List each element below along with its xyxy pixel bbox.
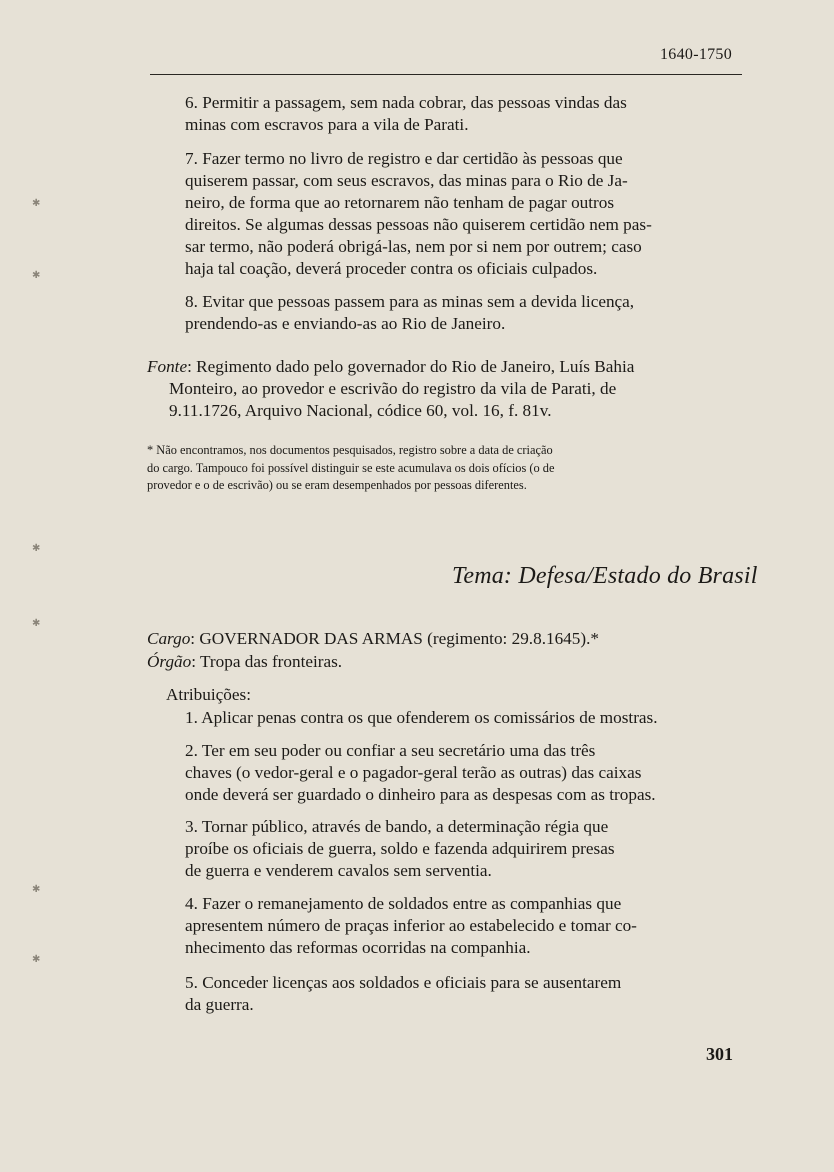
- theme-heading: Tema: Defesa/Estado do Brasil: [452, 563, 758, 589]
- item-number: 4.: [185, 894, 198, 913]
- margin-mark: ✱: [32, 884, 41, 895]
- item-line: de guerra e venderem cavalos sem serventia.: [185, 861, 492, 880]
- list-item: [185, 816, 742, 882]
- attributions-title: Atribuições:: [166, 685, 251, 704]
- source-line: Monteiro, ao provedor e escrivão do registro da vila de Parati, de: [169, 379, 617, 398]
- item-text: Permitir a passagem, sem nada cobrar, das pessoas vindas das: [202, 93, 627, 112]
- cargo-label: Cargo: [147, 629, 191, 648]
- source-line: [147, 356, 742, 378]
- cargo-line: [147, 628, 599, 650]
- item-line: da guerra.: [185, 995, 254, 1014]
- item-text: Fazer termo no livro de registro e dar certidão às pessoas que: [202, 149, 623, 168]
- item-number: 6.: [185, 93, 198, 112]
- item-number: 1.: [185, 708, 198, 727]
- item-number: 7.: [185, 149, 198, 168]
- item-line: neiro, de forma que ao retornarem não tenham de pagar outros: [185, 193, 615, 212]
- list-item: [185, 291, 742, 335]
- item-text: Conceder licenças aos soldados e oficiais para se ausentarem: [202, 973, 622, 992]
- item-line: haja tal coação, deverá proceder contra os oficiais culpados.: [185, 259, 598, 278]
- item-number: 2.: [185, 741, 198, 760]
- orgao-line: [147, 651, 342, 673]
- item-line: onde deverá ser guardado o dinheiro para as despesas com as tropas.: [185, 785, 656, 804]
- item-line: [185, 972, 742, 994]
- source-line: 9.11.1726, Arquivo Nacional, códice 60, vol. 16, f. 81v.: [169, 401, 552, 420]
- item-number: 3.: [185, 817, 198, 836]
- item-text: Ter em seu poder ou confiar a seu secretário uma das três: [201, 741, 596, 760]
- list-item: [185, 707, 742, 729]
- item-line: chaves (o vedor-geral e o pagador-geral terão as outras) das caixas: [185, 763, 642, 782]
- footnote-line: do cargo. Tampouco foi possível distinguir se este acumulava os dois ofícios (o de: [147, 460, 555, 475]
- list-item: [185, 893, 742, 959]
- item-line: direitos. Se algumas dessas pessoas não quiserem certidão nem pas-: [185, 215, 652, 234]
- list-item: [185, 92, 742, 136]
- list-item: [185, 148, 742, 280]
- margin-mark: ✱: [32, 270, 41, 281]
- item-line: prendendo-as e enviando-as ao Rio de Janeiro.: [185, 314, 506, 333]
- list-item: [185, 972, 742, 1016]
- source-text: : Regimento dado pelo governador do Rio de Janeiro, Luís Bahia: [187, 357, 635, 376]
- item-line: [185, 291, 742, 313]
- orgao-value: : Tropa das fronteiras.: [191, 652, 343, 671]
- source-citation: [147, 356, 742, 422]
- item-line: sar termo, não poderá obrigá-las, nem por si nem por outrem; caso: [185, 237, 642, 256]
- item-text: Evitar que pessoas passem para as minas sem a devida licença,: [202, 292, 635, 311]
- item-line: [185, 707, 742, 729]
- item-text: Tornar público, através de bando, a determinação régia que: [201, 817, 609, 836]
- item-line: proíbe os oficiais de guerra, soldo e fazenda adquirirem presas: [185, 839, 615, 858]
- item-text: Fazer o remanejamento de soldados entre as companhias que: [202, 894, 622, 913]
- item-number: 8.: [185, 292, 198, 311]
- margin-mark: ✱: [32, 543, 41, 554]
- item-line: quiserem passar, com seus escravos, das minas para o Rio de Ja-: [185, 171, 628, 190]
- item-line: nhecimento das reformas ocorridas na companhia.: [185, 938, 531, 957]
- item-line: apresentem número de praças inferior ao estabelecido e tomar co-: [185, 916, 637, 935]
- cargo-value: : GOVERNADOR DAS ARMAS (regimento: 29.8.1645).*: [190, 629, 599, 648]
- margin-mark: ✱: [32, 618, 41, 629]
- item-line: minas com escravos para a vila de Parati.: [185, 115, 469, 134]
- orgao-label: Órgão: [147, 652, 192, 671]
- item-line: [185, 148, 742, 170]
- list-item: [185, 740, 742, 806]
- item-line: [185, 740, 742, 762]
- footnote-line: provedor e o de escrivão) ou se eram desempenhados por pessoas diferentes.: [147, 478, 527, 492]
- item-line: [185, 893, 742, 915]
- footnote: [147, 442, 747, 495]
- header-rule: [150, 74, 742, 75]
- item-line: [185, 816, 742, 838]
- source-label: Fonte: [147, 357, 188, 376]
- item-line: [185, 92, 742, 114]
- footnote-line: * Não encontramos, nos documentos pesquisados, registro sobre a data de criação: [147, 443, 553, 457]
- item-number: 5.: [185, 973, 198, 992]
- item-text: Aplicar penas contra os que ofenderem os comissários de mostras.: [201, 708, 658, 727]
- page-number: 301: [706, 1044, 733, 1064]
- margin-mark: ✱: [32, 198, 41, 209]
- margin-mark: ✱: [32, 954, 41, 965]
- header-year-range: 1640-1750: [660, 46, 733, 63]
